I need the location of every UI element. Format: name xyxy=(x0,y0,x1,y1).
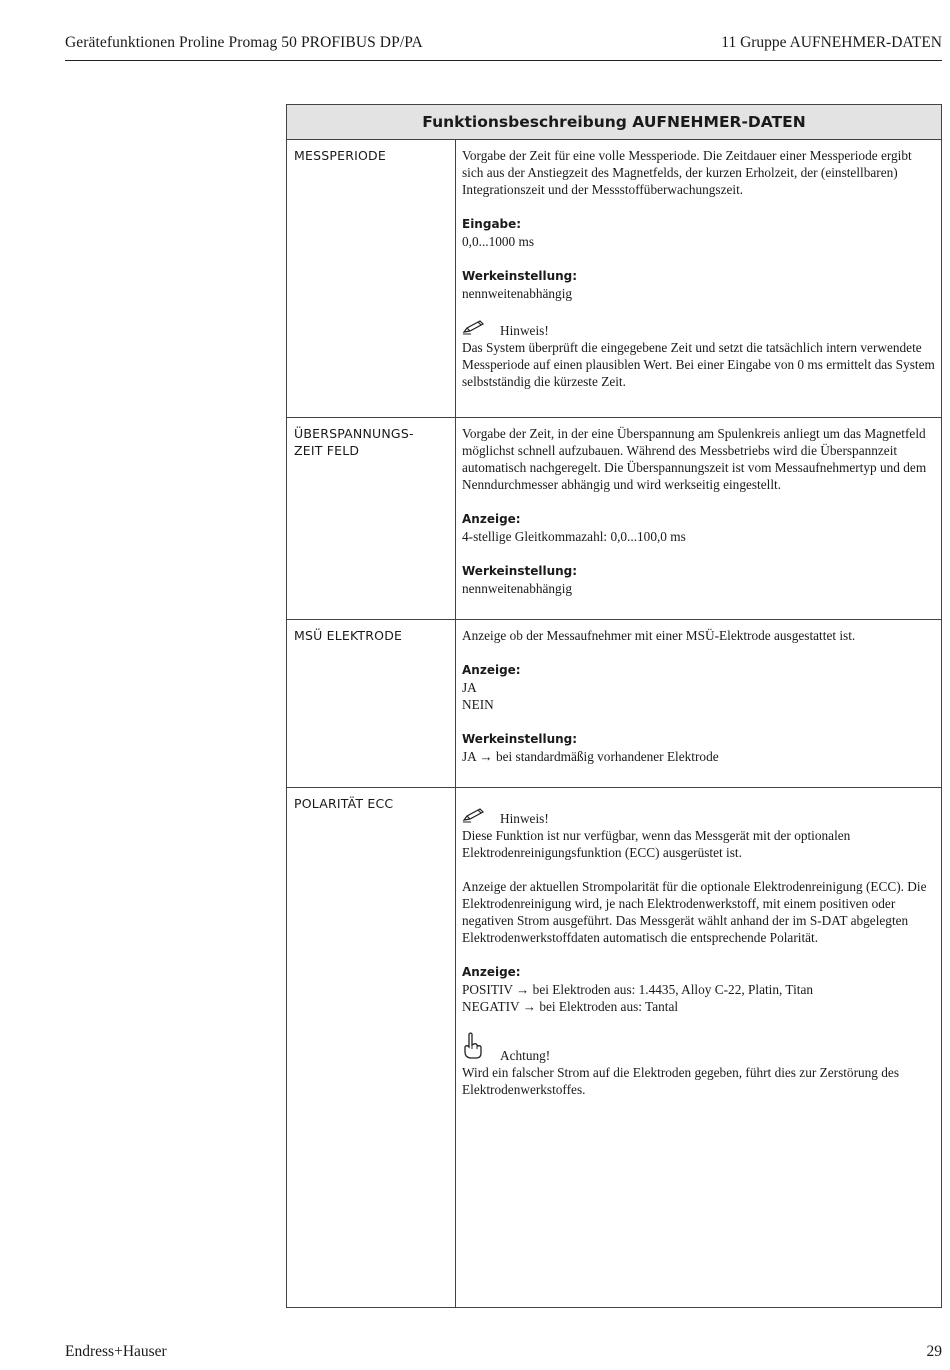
note-block xyxy=(462,807,936,861)
default-value: nennweitenabhängig xyxy=(462,286,573,301)
note-heading xyxy=(462,807,936,827)
display-label: Anzeige: xyxy=(462,965,521,979)
default-label: Werkeinstellung: xyxy=(462,732,578,746)
display-block xyxy=(462,510,936,545)
display-label: Anzeige: xyxy=(462,663,521,677)
row-name-line: ÜBERSPANNUNGS- xyxy=(294,426,414,441)
default-label: Werkeinstellung: xyxy=(462,269,578,283)
note-text: Das System überprüft die eingegebene Zeit und setzt die tatsächlich intern verwendete Messperiode auf einen plausiblen Wert. Bei einer Eingabe von 0 ms ermittelt das System selbstständig die kürzeste Zeit. xyxy=(462,340,935,389)
row-divider xyxy=(287,787,941,788)
warning-heading xyxy=(462,1032,936,1064)
description-text: Vorgabe der Zeit für eine volle Messperiode. Die Zeitdauer einer Messperiode ergibt sich aus der Anstiegzeit des Magnetfelds, der kurzen Erholzeit, der (einstellbaren) Integrationszeit und der Messstoffüberwachungszeit. xyxy=(462,148,912,197)
display-option: NEIN xyxy=(462,697,494,712)
display-option: NEGATIV → bei Elektroden aus: Tantal xyxy=(462,999,679,1014)
row-divider xyxy=(287,417,941,418)
description-text: Anzeige ob der Messaufnehmer mit einer MSÜ-Elektrode ausgestattet ist. xyxy=(462,628,856,643)
pointing-hand-icon xyxy=(462,1032,488,1064)
description-text: Vorgabe der Zeit, in der eine Überspannung am Spulenkreis anliegt um das Magnetfeld möglichst schnell aufzubauen. Während des Messbetriebs wird die Überspannzeit automatisch nachgeregelt. Die Überspannungszeit ist vom Messaufnehmertyp und dem Nenndurchmesser abhängig und wird werkseitig eingestellt. xyxy=(462,426,927,492)
display-option: JA xyxy=(462,680,477,695)
description-text: Anzeige der aktuellen Strompolarität für die optionale Elektrodenreinigung (ECC). Die Elektrodenreinigung wird, je nach Elektrodenwerkstoff, mit einem positiven oder negativen Strom ausgeführt. Das Messgerät wählt anhand der im S-DAT abgelegten Elektrodenwerkstoffdaten automatisch die entsprechende Polarität. xyxy=(462,879,927,945)
input-value: 0,0...1000 ms xyxy=(462,234,535,249)
row-name-messperiode: MESSPERIODE xyxy=(294,148,386,163)
input-label: Eingabe: xyxy=(462,217,522,231)
note-text: Diese Funktion ist nur verfügbar, wenn das Messgerät mit der optionalen Elektrodenreinigungsfunktion (ECC) ausgerüstet ist. xyxy=(462,828,851,860)
row-name-polaritaet-ecc: POLARITÄT ECC xyxy=(294,796,394,811)
row-name-msue-elektrode: MSÜ ELEKTRODE xyxy=(294,628,403,643)
warning-block xyxy=(462,1032,936,1098)
footer-brand: Endress+Hauser xyxy=(65,1343,167,1360)
note-heading xyxy=(462,319,936,339)
row-desc-polaritaet-ecc xyxy=(462,807,936,1098)
default-block xyxy=(462,267,936,302)
default-value: JA → bei standardmäßig vorhandener Elektrode xyxy=(462,749,719,764)
pencil-icon xyxy=(462,807,488,827)
row-name-line: ZEIT FELD xyxy=(294,443,360,458)
note-label: Hinweis! xyxy=(500,811,549,826)
display-value: 4-stellige Gleitkommazahl: 0,0...100,0 ms xyxy=(462,529,686,544)
default-value: nennweitenabhängig xyxy=(462,581,573,596)
display-option: POSITIV → bei Elektroden aus: 1.4435, Alloy C-22, Platin, Titan xyxy=(462,982,814,997)
note-block xyxy=(462,319,936,390)
function-table xyxy=(286,104,942,1308)
warning-label: Achtung! xyxy=(500,1048,551,1063)
display-label: Anzeige: xyxy=(462,512,521,526)
row-desc-ueberspannungszeit xyxy=(462,425,936,597)
header-title: Gerätefunktionen Proline Promag 50 PROFIBUS DP/PA xyxy=(65,34,423,51)
warning-text: Wird ein falscher Strom auf die Elektroden gegeben, führt dies zur Zerstörung des Elektrodenwerkstoffes. xyxy=(462,1065,900,1097)
row-name-ueberspannungszeit xyxy=(294,425,414,459)
page-number: 29 xyxy=(926,1343,942,1360)
default-block xyxy=(462,562,936,597)
display-block xyxy=(462,661,936,713)
row-desc-msue-elektrode xyxy=(462,627,936,765)
table-title: Funktionsbeschreibung AUFNEHMER-DATEN xyxy=(287,105,941,140)
column-divider xyxy=(455,139,456,1307)
pencil-icon xyxy=(462,319,488,339)
display-block xyxy=(462,963,936,1015)
row-divider xyxy=(287,619,941,620)
header-section: 11 Gruppe AUFNEHMER-DATEN xyxy=(721,34,942,51)
input-block xyxy=(462,215,936,250)
row-desc-messperiode xyxy=(462,147,936,390)
default-block xyxy=(462,730,936,765)
default-label: Werkeinstellung: xyxy=(462,564,578,578)
note-label: Hinweis! xyxy=(500,323,549,338)
header-rule xyxy=(65,60,942,61)
